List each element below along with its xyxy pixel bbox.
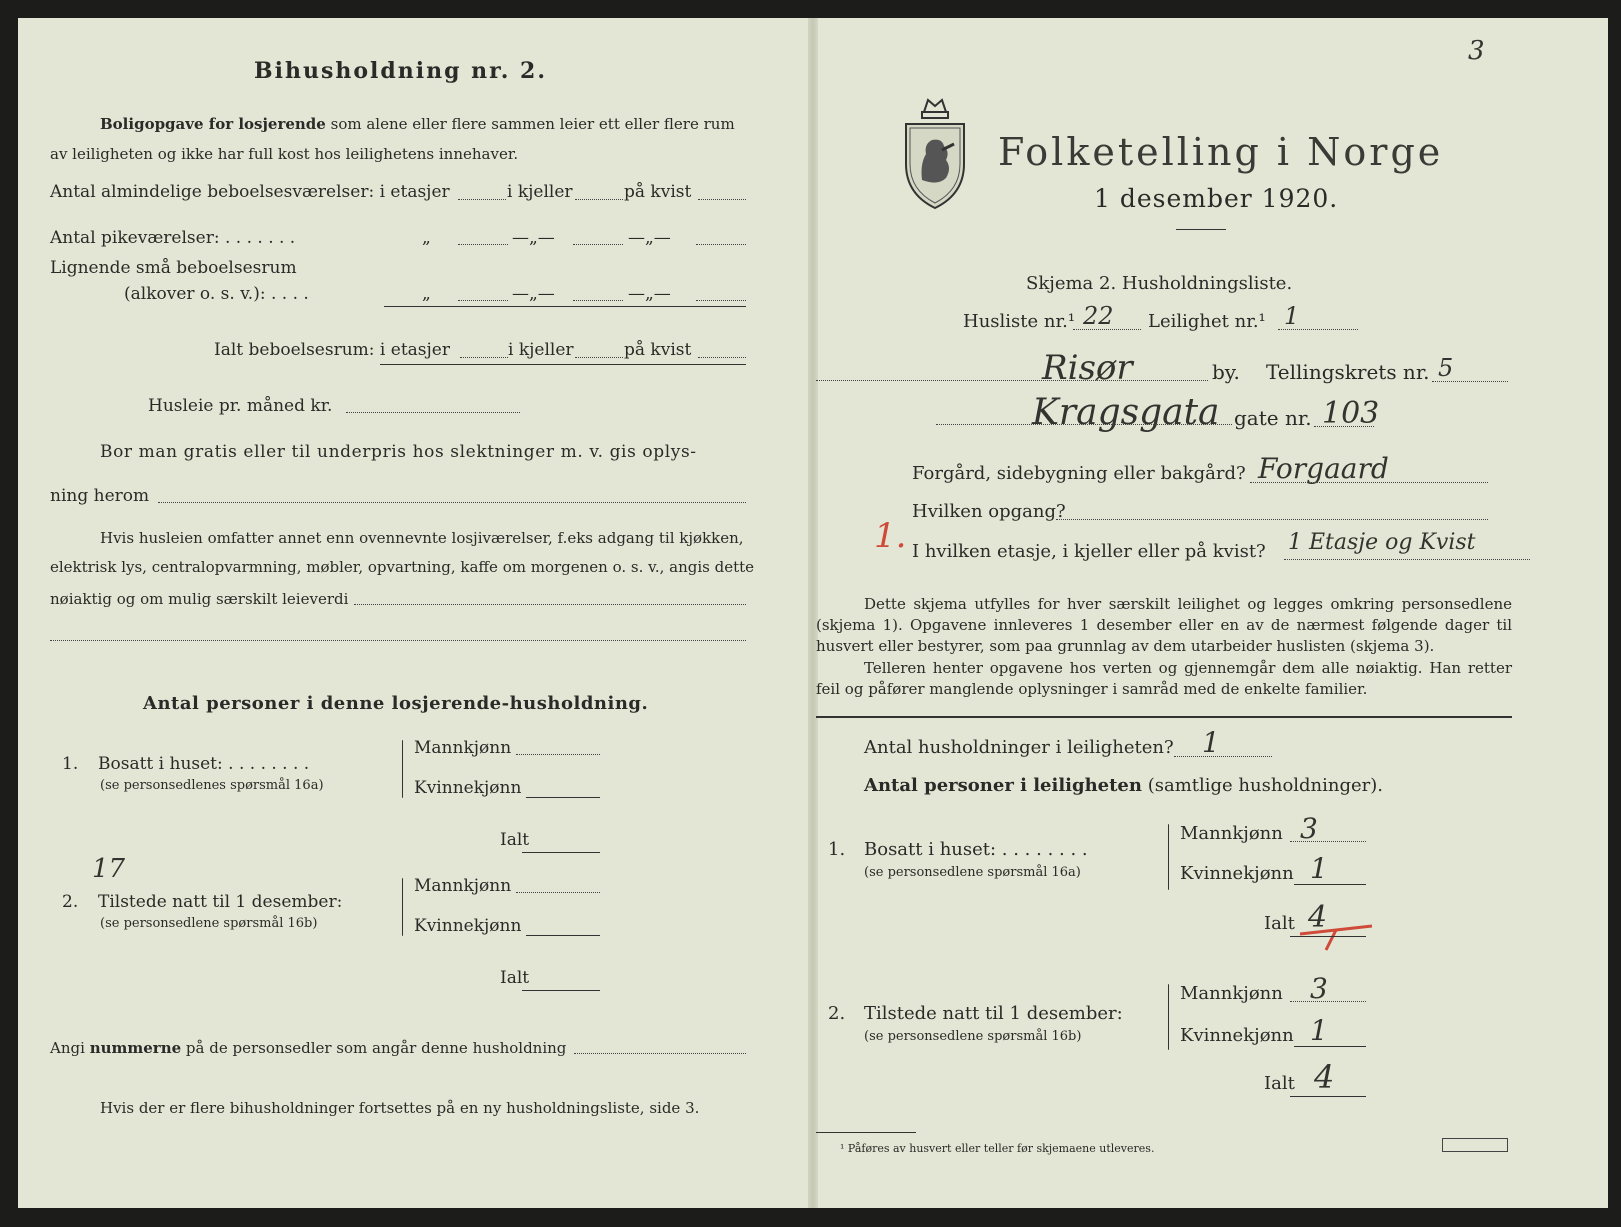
r-q2-male-value: 3 — [1310, 972, 1328, 1005]
r-q1-ialt-label: Ialt — [1264, 913, 1295, 934]
by-label: by. — [1212, 360, 1240, 384]
persons-line — [864, 776, 1383, 796]
rooms-kvist-label: på kvist — [624, 182, 692, 202]
r-q1-female-label: Kvinnekjønn — [1180, 863, 1294, 884]
intro-bold: Boligopgave for losjerende — [100, 115, 326, 133]
r-q2-ialt-label: Ialt — [1264, 1073, 1295, 1094]
forgard-field[interactable] — [1250, 482, 1488, 483]
intro-line-1 — [100, 114, 735, 134]
leilighet-value: 1 — [1284, 302, 1300, 330]
etasje-label: I hvilken etasje, i kjeller eller på kvist? — [912, 541, 1266, 562]
l-q2-male-label: Mannkjønn — [414, 876, 512, 896]
right-page-husholdningsliste — [818, 18, 1608, 1208]
r-q2-num: 2. — [828, 1003, 846, 1024]
l-q2-female-label: Kvinnekjønn — [414, 916, 522, 936]
r-q1-brace — [1168, 824, 1169, 890]
total-kjeller-label: i kjeller — [508, 340, 574, 360]
l-q2-female-field[interactable] — [526, 935, 600, 936]
left-page-bihusholdning — [18, 18, 808, 1208]
numbers-line — [50, 1038, 566, 1058]
l-q1-num: 1. — [62, 754, 79, 774]
l-q1-ialt-label: Ialt — [500, 830, 530, 850]
r-q1-sub: (se personsedlene spørsmål 16a) — [864, 865, 1081, 880]
l-q2-sub: (se personsedlene spørsmål 16b) — [100, 916, 318, 931]
incl-line-1: Hvis husleien omfatter annet enn ovennevnte losjiværelser, f.eks adgang til kjøkken, — [100, 529, 744, 547]
margin-red-mark: 1. — [874, 516, 907, 556]
l-q1-male-label: Mannkjønn — [414, 738, 512, 758]
city-value: Risør — [1042, 348, 1133, 388]
census-form-sheet — [18, 18, 1608, 1208]
footnote: ¹ Påføres av husvert eller teller før skjemaene utleveres. — [840, 1142, 1155, 1155]
l-q1-ialt-field[interactable] — [522, 852, 600, 853]
persons-heading: Antal personer i denne losjerende-husholdning. — [143, 693, 649, 714]
l-q1-brace — [402, 740, 403, 798]
l-q2-male-field[interactable] — [516, 892, 600, 893]
incl-field[interactable] — [354, 604, 746, 605]
small-ditto: „ — [422, 284, 431, 304]
total-kjeller-field[interactable] — [575, 357, 623, 358]
free-line-2: ning herom — [50, 486, 150, 506]
small-kvist-field[interactable] — [696, 300, 746, 301]
l-q2-ialt-field[interactable] — [522, 990, 600, 991]
l-q1-sub: (se personsedlenes spørsmål 16a) — [100, 778, 324, 793]
pike-kvist-field[interactable] — [696, 244, 746, 245]
rooms-kjeller-label: i kjeller — [507, 182, 573, 202]
rooms-etasjer-field[interactable] — [458, 199, 506, 200]
small-ditto-2: —„— — [628, 284, 671, 304]
forgard-value: Forgaard — [1258, 452, 1389, 485]
right-date: 1 desember 1920. — [1094, 184, 1339, 213]
total-rule — [380, 364, 746, 365]
opgang-label: Hvilken opgang? — [912, 501, 1066, 522]
total-etasjer-field[interactable] — [460, 357, 508, 358]
schema-label: Skjema 2. Husholdningsliste. — [1026, 273, 1293, 294]
l-q1-male-field[interactable] — [516, 754, 600, 755]
corner-number: 3 — [1468, 36, 1485, 66]
instructions-1: Dette skjema utfylles for hver særskilt leilighet og legges omkring personsedlene (skjema 1). Opgavene innleveres 1 desember eller en av de nærmest følgende dager til husvert eller bestyrer, som paa grunnlag av dem utarbeider huslisten (skjema 3). — [816, 595, 1512, 655]
r-q1-ialt-field[interactable] — [1290, 936, 1366, 937]
l-q2-num: 2. — [62, 892, 79, 912]
persons-bold: Antal personer i leiligheten — [864, 775, 1142, 796]
left-title: Bihusholdning nr. 2. — [254, 58, 547, 84]
numbers-prefix: Angi — [50, 1039, 85, 1057]
free-field[interactable] — [158, 502, 746, 503]
l-q1-female-label: Kvinnekjønn — [414, 778, 522, 798]
husliste-value: 22 — [1083, 302, 1114, 330]
l-q2-label: Tilstede natt til 1 desember: — [98, 892, 343, 912]
krets-field[interactable] — [1432, 381, 1508, 382]
small-ditto-1: —„— — [512, 284, 555, 304]
r-q1-male-label: Mannkjønn — [1180, 823, 1283, 844]
total-kvist-label: på kvist — [624, 340, 692, 360]
r-q2-male-label: Mannkjønn — [1180, 983, 1283, 1004]
right-title: Folketelling i Norge — [998, 130, 1444, 174]
total-rooms-label: Ialt beboelsesrum: i etasjer — [214, 340, 450, 360]
gate-label: gate nr. — [1234, 406, 1312, 430]
r-q1-ialt-value: 4 — [1308, 900, 1328, 935]
r-q2-female-field[interactable] — [1294, 1046, 1366, 1047]
incl-field-2[interactable] — [50, 640, 746, 641]
numbers-rest: på de personsedler som angår denne husholdning — [185, 1039, 567, 1057]
pike-ditto-2: —„— — [628, 228, 671, 248]
persons-rest: (samtlige husholdninger). — [1147, 775, 1384, 796]
r-q1-female-field[interactable] — [1294, 884, 1366, 885]
l-q1-label: Bosatt i huset: . . . . . . . . — [98, 754, 310, 774]
households-label: Antal husholdninger i leiligheten? — [864, 737, 1174, 758]
rent-field[interactable] — [346, 412, 520, 413]
norway-coat-of-arms-icon — [902, 94, 968, 212]
forgard-label: Forgård, sidebygning eller bakgård? — [912, 463, 1246, 484]
pike-kjeller-field[interactable] — [573, 244, 623, 245]
gate-value: 103 — [1322, 396, 1380, 431]
krets-label: Tellingskrets nr. — [1266, 360, 1430, 384]
households-field[interactable] — [1174, 756, 1272, 757]
opgang-field[interactable] — [1056, 519, 1488, 520]
r-q2-ialt-value: 4 — [1314, 1058, 1335, 1096]
pike-etasjer-field[interactable] — [458, 244, 508, 245]
r-q1-male-field[interactable] — [1290, 841, 1366, 842]
incl-line-2: elektrisk lys, centralopvarmning, møbler, opvartning, kaffe om morgenen o. s. v., angis dette — [50, 558, 755, 576]
l-q1-female-field[interactable] — [526, 797, 600, 798]
title-rule — [1176, 229, 1226, 230]
red-correction-mark-icon — [1296, 922, 1376, 952]
continue-note: Hvis der er flere bihusholdninger fortsettes på en ny husholdningsliste, side 3. — [100, 1099, 700, 1117]
printer-stamp-icon — [1442, 1138, 1508, 1152]
small-rooms-label-1: Lignende små beboelsesrum — [50, 258, 297, 278]
r-q1-num: 1. — [828, 839, 846, 860]
rooms-label: Antal almindelige beboelsesværelser: i etasjer — [50, 182, 450, 202]
small-etasjer-field[interactable] — [458, 300, 508, 301]
leilighet-label: Leilighet nr.¹ — [1148, 311, 1266, 332]
city-field[interactable] — [816, 380, 1208, 381]
rent-label: Husleie pr. måned kr. — [148, 396, 333, 416]
numbers-bold: nummerne — [89, 1039, 182, 1057]
etasje-field[interactable] — [1284, 559, 1530, 560]
rooms-kvist-field[interactable] — [698, 199, 746, 200]
total-kvist-field[interactable] — [698, 357, 746, 358]
footnote-rule — [816, 1132, 916, 1133]
l-q2-ialt-label: Ialt — [500, 968, 530, 988]
r-q1-label: Bosatt i huset: . . . . . . . . — [864, 839, 1088, 860]
etasje-value: 1 Etasje og Kvist — [1288, 530, 1476, 555]
r-q2-female-label: Kvinnekjønn — [1180, 1025, 1294, 1046]
l-q2-brace — [402, 878, 403, 936]
instructions-2: Telleren henter opgavene hos verten og gjennemgår dem alle nøiaktig. Han retter feil og påfører manglende oplysninger i samråd med de enkelte familier. — [816, 659, 1512, 698]
r-q1-female-value: 1 — [1310, 852, 1328, 885]
gate-field[interactable] — [1314, 426, 1374, 427]
pike-label: Antal pikeværelser: . . . . . . . — [50, 228, 296, 248]
r-q2-female-value: 1 — [1310, 1014, 1328, 1047]
r-q2-sub: (se personsedlene spørsmål 16b) — [864, 1029, 1082, 1044]
street-value: Kragsgata — [1032, 392, 1220, 433]
r-q2-ialt-field[interactable] — [1290, 1096, 1366, 1097]
households-value: 1 — [1202, 726, 1220, 759]
intro-rest: som alene eller flere sammen leier ett eller flere rum — [330, 115, 735, 133]
krets-value: 5 — [1438, 354, 1454, 382]
pike-ditto-1: —„— — [512, 228, 555, 248]
husliste-field[interactable] — [1073, 329, 1141, 330]
divider-rule — [816, 716, 1512, 718]
r-q2-male-field[interactable] — [1290, 1001, 1366, 1002]
r-q2-brace — [1168, 984, 1169, 1050]
incl-line-3: nøiaktig og om mulig særskilt leieverdi — [50, 590, 349, 608]
leilighet-field[interactable] — [1278, 329, 1358, 330]
small-rooms-label-2: (alkover o. s. v.): . . . . — [124, 284, 309, 304]
numbers-field[interactable] — [574, 1053, 746, 1054]
street-field[interactable] — [936, 424, 1232, 425]
pike-ditto: „ — [422, 228, 431, 248]
sum-rule — [384, 306, 746, 307]
husliste-label: Husliste nr.¹ — [963, 311, 1076, 332]
r-q2-label: Tilstede natt til 1 desember: — [864, 1003, 1123, 1024]
rooms-kjeller-field[interactable] — [575, 199, 623, 200]
l-margin-note: 17 — [92, 854, 126, 884]
free-line-1: Bor man gratis eller til underpris hos slektninger m. v. gis oplys- — [100, 442, 697, 462]
intro-line-2: av leiligheten og ikke har full kost hos leilighetens innehaver. — [50, 145, 519, 163]
r-q1-male-value: 3 — [1300, 812, 1318, 845]
small-kjeller-field[interactable] — [573, 300, 623, 301]
